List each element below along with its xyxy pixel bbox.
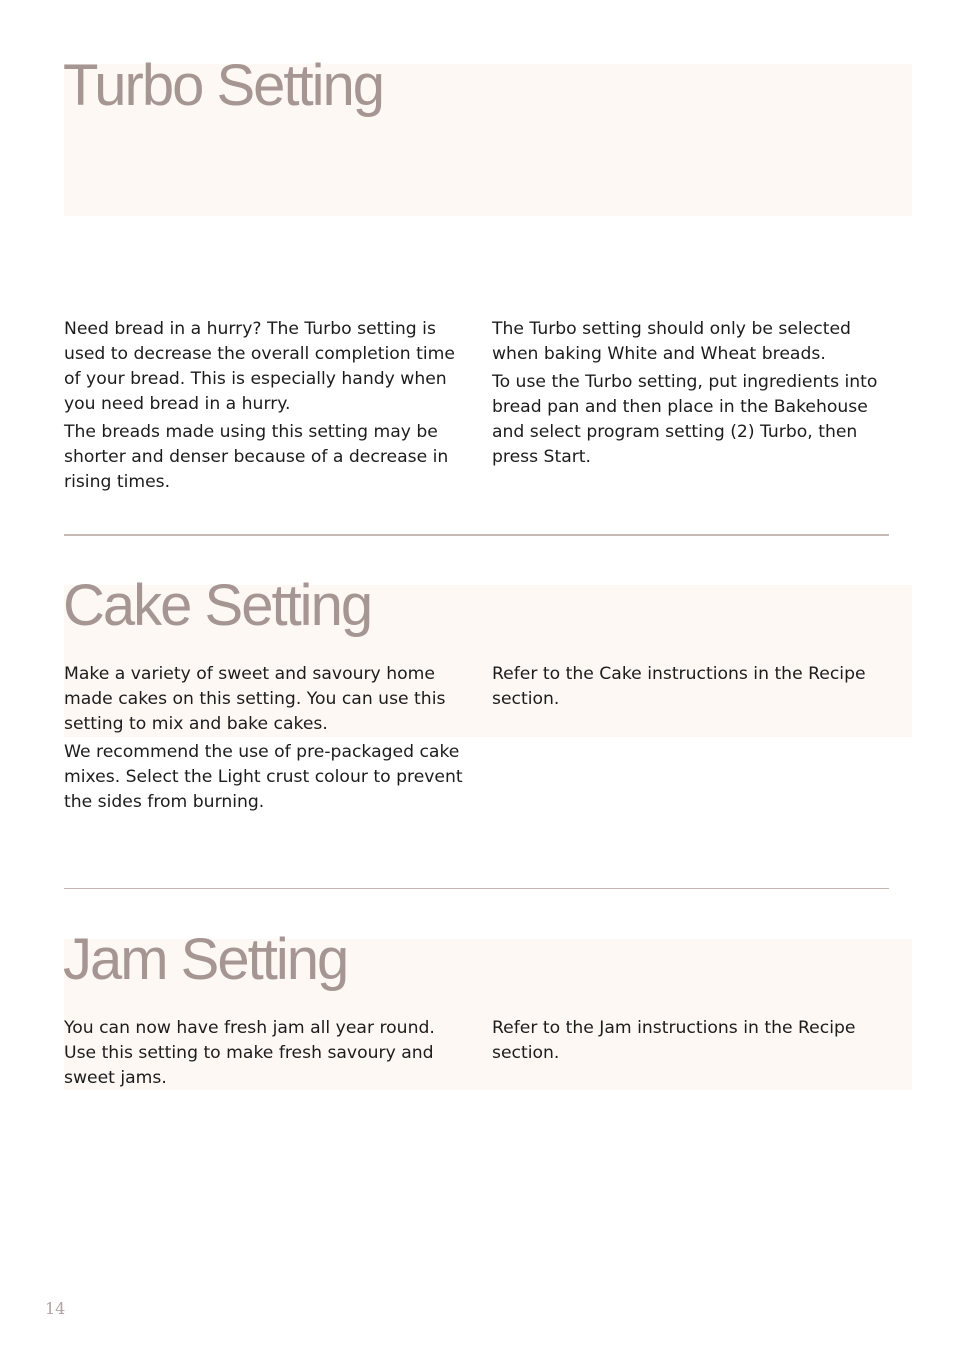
cake-left-column — [64, 662, 464, 818]
cake-left-paragraph-2: We recommend the use of pre-packaged cake mixes. Select the Light crust colour to prevent the sides from burning. — [64, 742, 463, 812]
turbo-right-paragraph-2: To use the Turbo setting, put ingredients into bread pan and then place in the Bakehouse and select program setting (2) Turbo, then press Start. — [492, 372, 878, 467]
jam-right-column — [492, 1016, 892, 1069]
turbo-left-paragraph-1: Need bread in a hurry? The Turbo setting is used to decrease the overall completion time of your bread. This is especially handy when you need bread in a hurry. — [64, 319, 455, 414]
page-number: 14 — [45, 1299, 66, 1318]
cake-right-paragraph-1: Refer to the Cake instructions in the Recipe section. — [492, 664, 866, 709]
cake-left-paragraph-1: Make a variety of sweet and savoury home made cakes on this setting. You can use this setting to mix and bake cakes. — [64, 664, 446, 734]
turbo-section-title: Turbo Setting — [63, 53, 384, 118]
jam-right-paragraph-1: Refer to the Jam instructions in the Recipe section. — [492, 1018, 856, 1063]
turbo-right-column — [492, 317, 892, 473]
jam-left-paragraph-1: You can now have fresh jam all year round. Use this setting to make fresh savoury and sweet jams. — [64, 1018, 435, 1088]
turbo-left-paragraph-2: The breads made using this setting may be shorter and denser because of a decrease in rising times. — [64, 422, 449, 492]
turbo-left-column — [64, 317, 464, 498]
jam-section-title: Jam Setting — [63, 927, 348, 992]
section-divider-2 — [64, 888, 889, 889]
section-divider-1 — [64, 534, 889, 536]
cake-section-title: Cake Setting — [63, 573, 372, 638]
turbo-right-paragraph-1: The Turbo setting should only be selected when baking White and Wheat breads. — [492, 319, 851, 364]
jam-left-column — [64, 1016, 464, 1094]
cake-right-column — [492, 662, 892, 715]
